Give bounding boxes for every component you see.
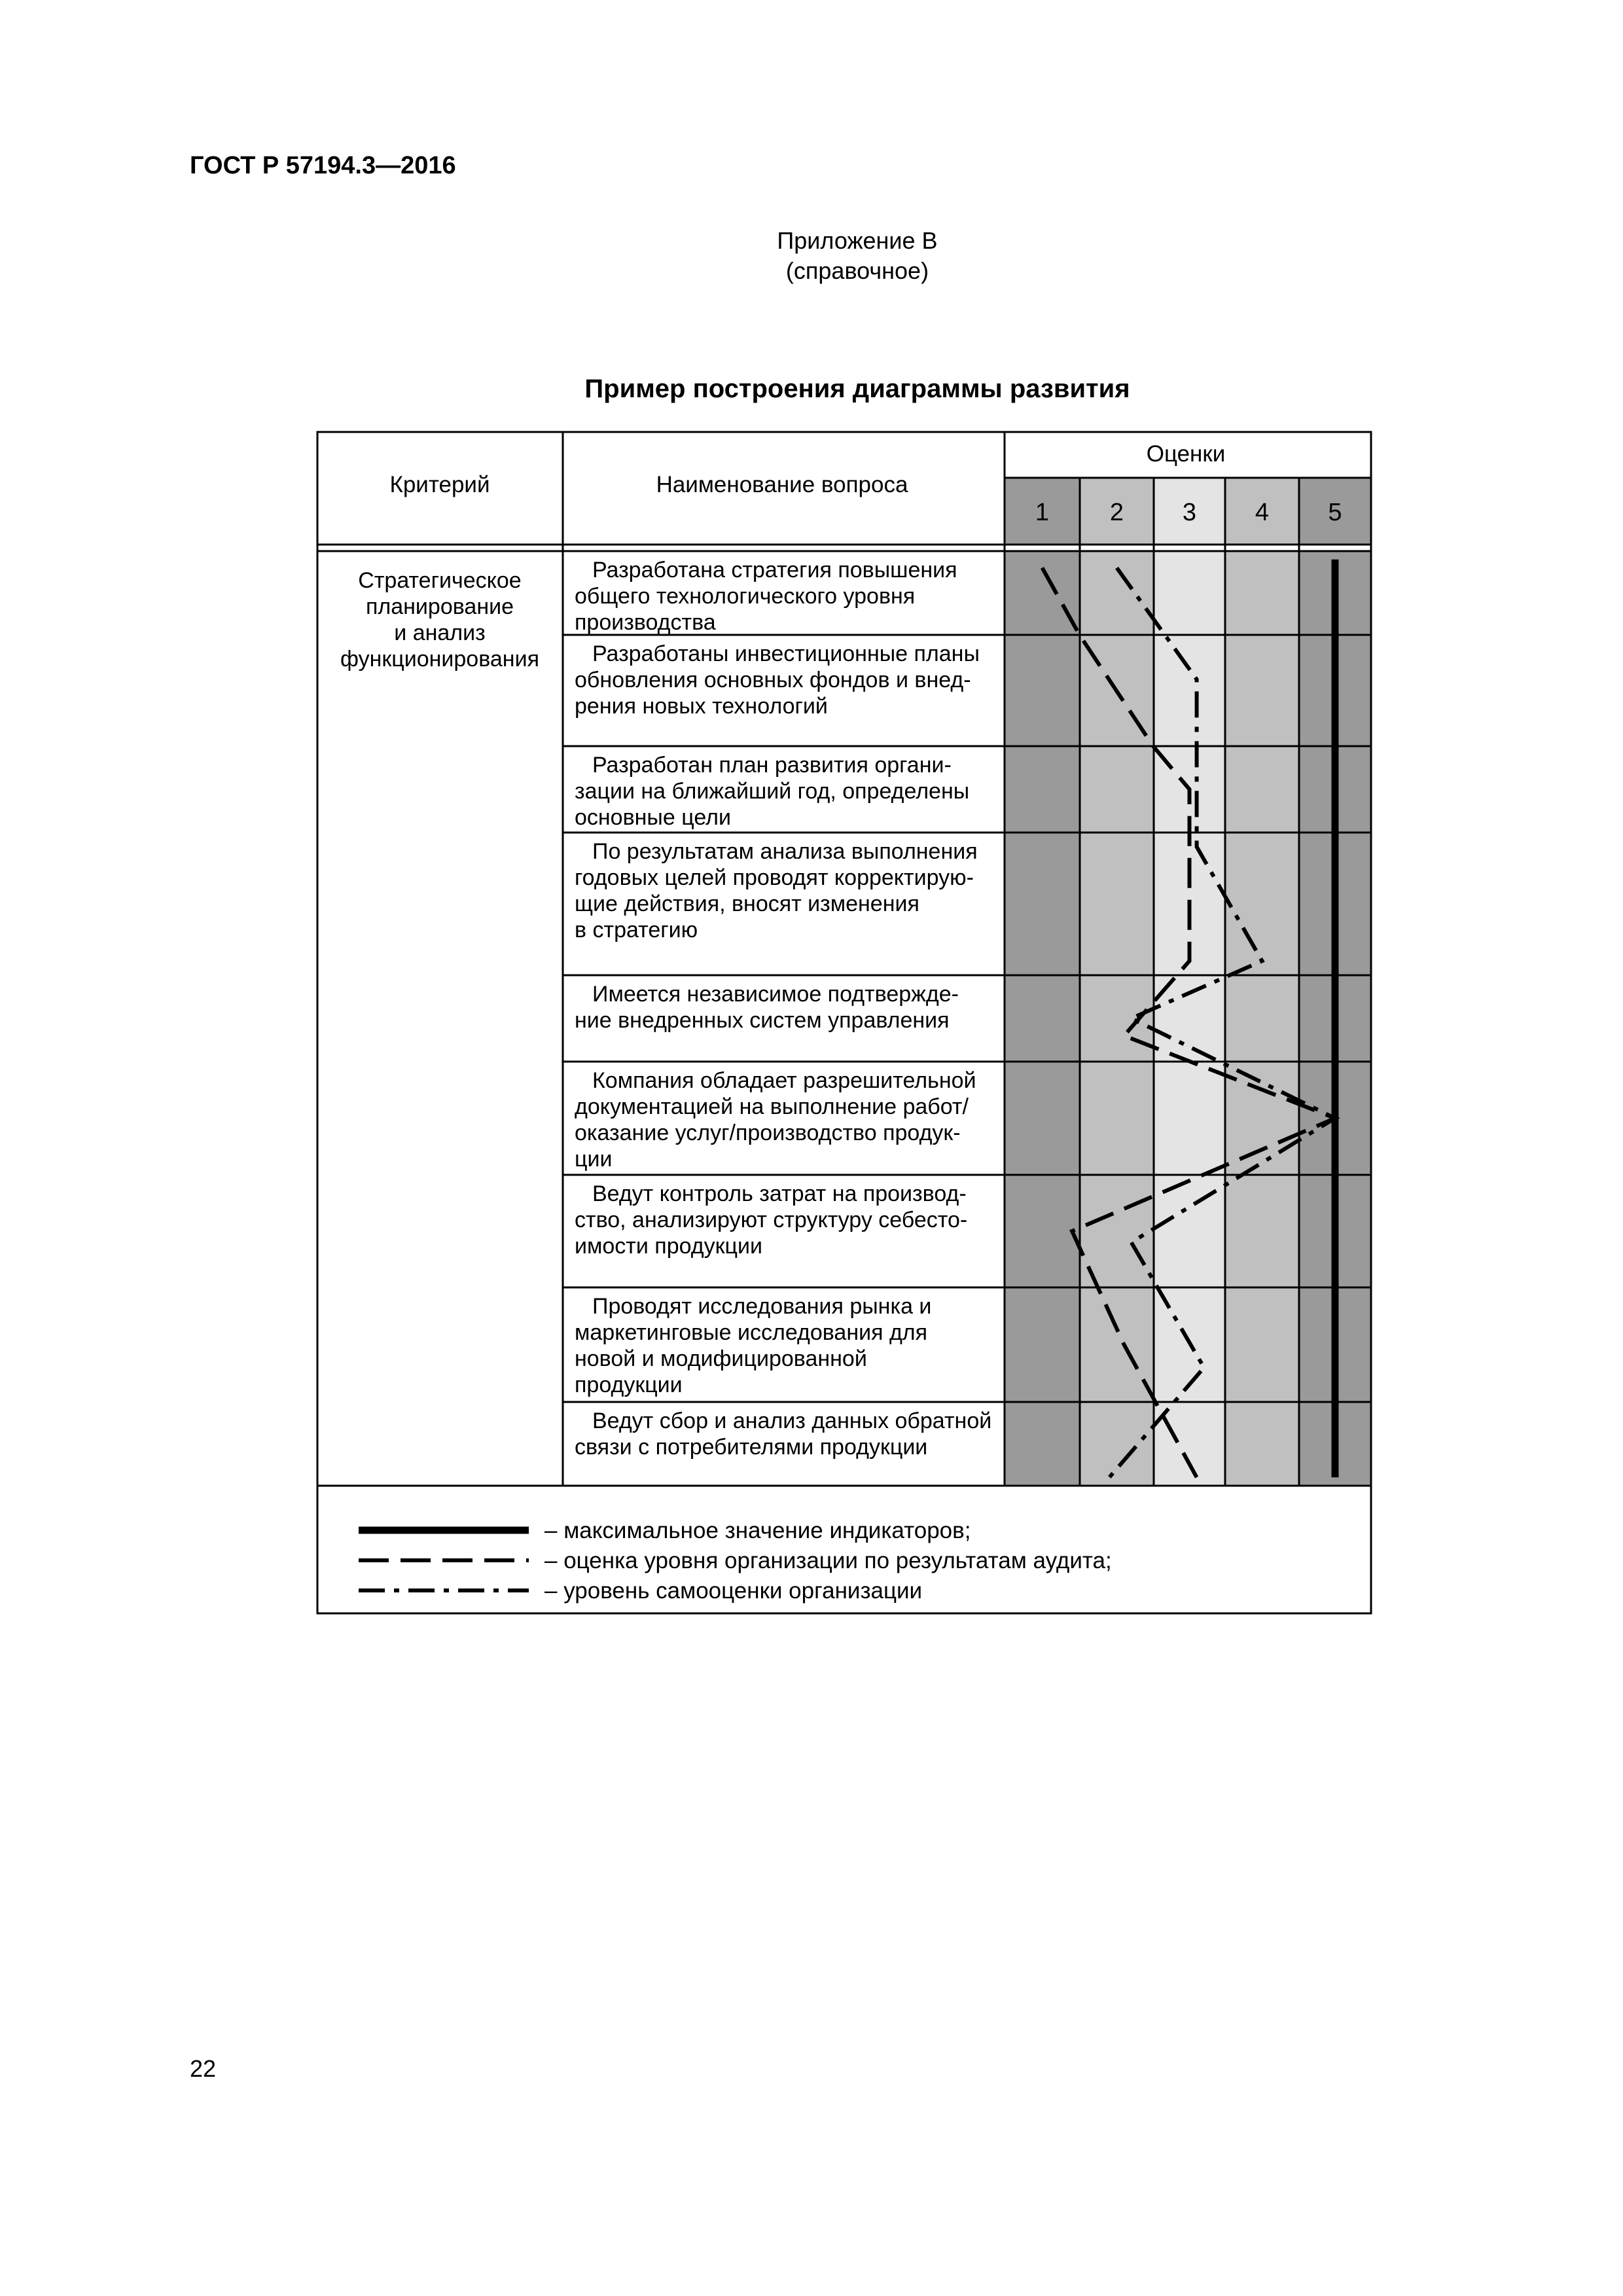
score-column-shade-1 bbox=[1005, 551, 1080, 1486]
question-7-line-3: имости продукции bbox=[575, 1234, 762, 1259]
header-scores: Оценки bbox=[1146, 441, 1226, 467]
question-7-line-2: ство, анализируют структуру себесто- bbox=[575, 1208, 968, 1232]
header-criterion: Критерий bbox=[389, 472, 490, 497]
question-4-line-1: По результатам анализа выполнения bbox=[592, 839, 978, 864]
question-2-line-2: обновления основных фондов и внед- bbox=[575, 668, 971, 692]
criterion-line4: функционирования bbox=[340, 647, 539, 672]
score-column-shading bbox=[1005, 478, 1371, 1486]
score-label-2: 2 bbox=[1109, 499, 1124, 526]
question-9-line-2: связи с потребителями продукции bbox=[575, 1435, 928, 1460]
question-7-line-1: Ведут контроль затрат на производ- bbox=[592, 1181, 967, 1206]
header-question: Наименование вопроса bbox=[656, 472, 908, 497]
question-list bbox=[575, 558, 991, 1460]
legend-dashed-label: – оценка уровня организации по результатам аудита; bbox=[544, 1548, 1112, 1573]
question-8-line-4: продукции bbox=[575, 1372, 683, 1397]
criterion-line2: планирование bbox=[365, 594, 514, 619]
score-label-3: 3 bbox=[1182, 499, 1197, 526]
question-9-line-1: Ведут сбор и анализ данных обратной bbox=[592, 1408, 992, 1433]
document-code: ГОСТ Р 57194.3—2016 bbox=[190, 152, 456, 179]
question-2-line-1: Разработаны инвестиционные планы bbox=[592, 641, 980, 666]
question-3-line-2: зации на ближайший год, определены bbox=[575, 779, 970, 804]
question-6-line-1: Компания обладает разрешительной bbox=[592, 1068, 976, 1093]
question-1-line-3: производства bbox=[575, 610, 716, 635]
question-6-line-4: ции bbox=[575, 1147, 613, 1172]
question-6-line-3: оказание услуг/производство продук- bbox=[575, 1121, 961, 1145]
legend-lines bbox=[359, 1530, 529, 1590]
legend-solid-label: – максимальное значение индикаторов; bbox=[544, 1518, 971, 1543]
page-number: 22 bbox=[190, 2055, 217, 2082]
question-1-line-1: Разработана стратегия повышения bbox=[592, 558, 957, 583]
question-4-line-3: щие действия, вносят изменения bbox=[575, 891, 919, 916]
question-1-line-2: общего технологического уровня bbox=[575, 584, 916, 609]
question-4-line-2: годовых целей проводят корректирую- bbox=[575, 865, 974, 890]
score-label-4: 4 bbox=[1255, 499, 1270, 526]
score-label-1: 1 bbox=[1035, 499, 1050, 526]
criterion-line3: и анализ bbox=[394, 620, 486, 645]
question-5-line-2: ние внедренных систем управления bbox=[575, 1008, 950, 1033]
question-8-line-1: Проводят исследования рынка и bbox=[592, 1294, 932, 1319]
score-label-5: 5 bbox=[1328, 499, 1342, 526]
question-2-line-3: рения новых технологий bbox=[575, 694, 828, 719]
question-5-line-1: Имеется независимое подтвержде- bbox=[592, 982, 959, 1007]
question-6-line-2: документацией на выполнение работ/ bbox=[575, 1094, 969, 1119]
question-3-line-3: основные цели bbox=[575, 805, 731, 830]
score-column-shade-4 bbox=[1225, 551, 1299, 1486]
question-8-line-2: маркетинговые исследования для bbox=[575, 1320, 928, 1345]
appendix-label: Приложение В bbox=[777, 227, 938, 254]
figure-title: Пример построения диаграммы развития bbox=[584, 374, 1130, 403]
appendix-type: (справочное) bbox=[785, 257, 929, 284]
question-8-line-3: новой и модифицированной bbox=[575, 1346, 867, 1371]
criterion-line1: Стратегическое bbox=[358, 568, 522, 593]
question-3-line-1: Разработан план развития органи- bbox=[592, 753, 952, 778]
question-4-line-4: в стратегию bbox=[575, 918, 698, 942]
legend-dashdot-label: – уровень самооценки организации bbox=[544, 1578, 923, 1604]
